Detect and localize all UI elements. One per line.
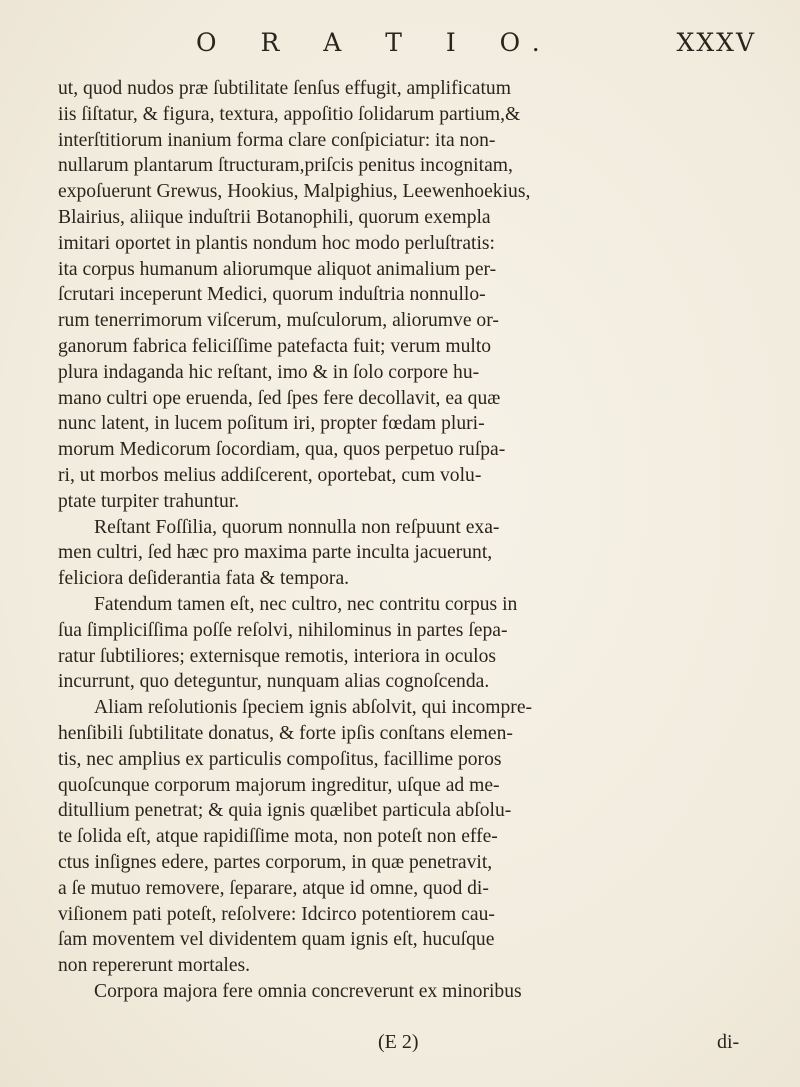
paragraph-start-line: Fatendum tamen eſt, nec cultro, nec contritu corpus in: [94, 593, 518, 615]
text-line: ratur ſubtiliores; externisque remotis, interiora in oculos: [58, 645, 497, 667]
text-line: nullarum plantarum ſtructuram,priſcis penitus incognitam,: [58, 155, 513, 177]
text-line: interſtitiorum inanium forma clare conſpiciatur: ita non-: [58, 129, 496, 151]
text-line: ſam moventem vel dividentem quam ignis eſt, hucuſque: [58, 929, 495, 951]
page-header: [196, 28, 756, 68]
text-line: ganorum fabrica feliciſſime patefacta fuit; verum multo: [58, 335, 492, 357]
text-line: Blairius, aliique induſtrii Botanophili, quorum exempla: [58, 206, 491, 228]
text-line: morum Medicorum ſocordiam, qua, quos perpetuo ruſpa-: [58, 439, 506, 461]
running-title: O R A T I O.: [196, 28, 553, 57]
text-line: te ſolida eſt, atque rapidiſſime mota, non poteſt non effe-: [58, 826, 498, 848]
text-line: ri, ut morbos melius addiſcerent, oportebat, cum volu-: [58, 464, 482, 486]
text-line: ita corpus humanum aliorumque aliquot animalium per-: [58, 258, 497, 280]
text-line: feliciora deſiderantia fata & tempora.: [58, 568, 350, 590]
text-line: incurrunt, quo deteguntur, nunquam alias cognoſcenda.: [58, 671, 490, 693]
text-line: plura indaganda hic reſtant, imo & in ſolo corpore hu-: [58, 361, 480, 383]
text-line: ditullium penetrat; & quia ignis quælibet particula abſolu-: [58, 800, 512, 822]
text-line: ptate turpiter trahuntur.: [58, 490, 240, 512]
text-line: a ſe mutuo removere, ſeparare, atque id omne, quod di-: [58, 877, 489, 899]
catchword: di-: [717, 1031, 740, 1053]
paragraph-start-line: Corpora majora fere omnia concreverunt ex minoribus: [94, 980, 522, 1002]
text-line: imitari oportet in plantis nondum hoc modo perluſtratis:: [58, 232, 495, 254]
text-line: nunc latent, in lucem poſitum iri, propter fœdam pluri-: [58, 413, 485, 435]
paragraph-start-line: Reſtant Foſſilia, quorum nonnulla non reſpuunt exa-: [94, 516, 500, 538]
signature-mark: (E 2): [378, 1031, 419, 1053]
body-text: [58, 76, 758, 1005]
text-line: henſibili ſubtilitate donatus, & forte ipſis conſtans elemen-: [58, 722, 513, 744]
page-number: XXXV: [676, 28, 756, 57]
text-line: ſua ſimpliciſſima poſſe reſolvi, nihilominus in partes ſepa-: [58, 619, 508, 641]
text-line: viſionem pati poteſt, reſolvere: Idcirco potentiorem cau-: [58, 903, 495, 925]
text-line: ut, quod nudos præ ſubtilitate ſenſus effugit, amplificatum: [58, 78, 511, 99]
text-line: expoſuerunt Grewus, Hookius, Malpighius, Leewenhoekius,: [58, 181, 531, 203]
page-footer: [0, 1031, 800, 1061]
text-line: ſcrutari inceperunt Medici, quorum induſtria nonnullo-: [58, 284, 486, 306]
text-line: ctus inſignes edere, partes corporum, in quæ penetravit,: [58, 851, 493, 873]
paragraph-start-line: Aliam reſolutionis ſpeciem ignis abſolvit, qui incompre-: [94, 697, 533, 719]
text-line: quoſcunque corporum majorum ingreditur, uſque ad me-: [58, 774, 500, 796]
text-line: men cultri, ſed hæc pro maxima parte inculta jacuerunt,: [58, 542, 493, 564]
text-line: tis, nec amplius ex particulis compoſitus, facillime poros: [58, 748, 502, 770]
text-line: iis ſiſtatur, & figura, textura, appoſitio ſolidarum partium,&: [58, 103, 521, 125]
text-line: rum tenerrimorum viſcerum, muſculorum, aliorumve or-: [58, 310, 499, 332]
text-line: non repererunt mortales.: [58, 955, 251, 977]
text-line: mano cultri ope eruenda, ſed ſpes fere decollavit, ea quæ: [58, 387, 501, 409]
